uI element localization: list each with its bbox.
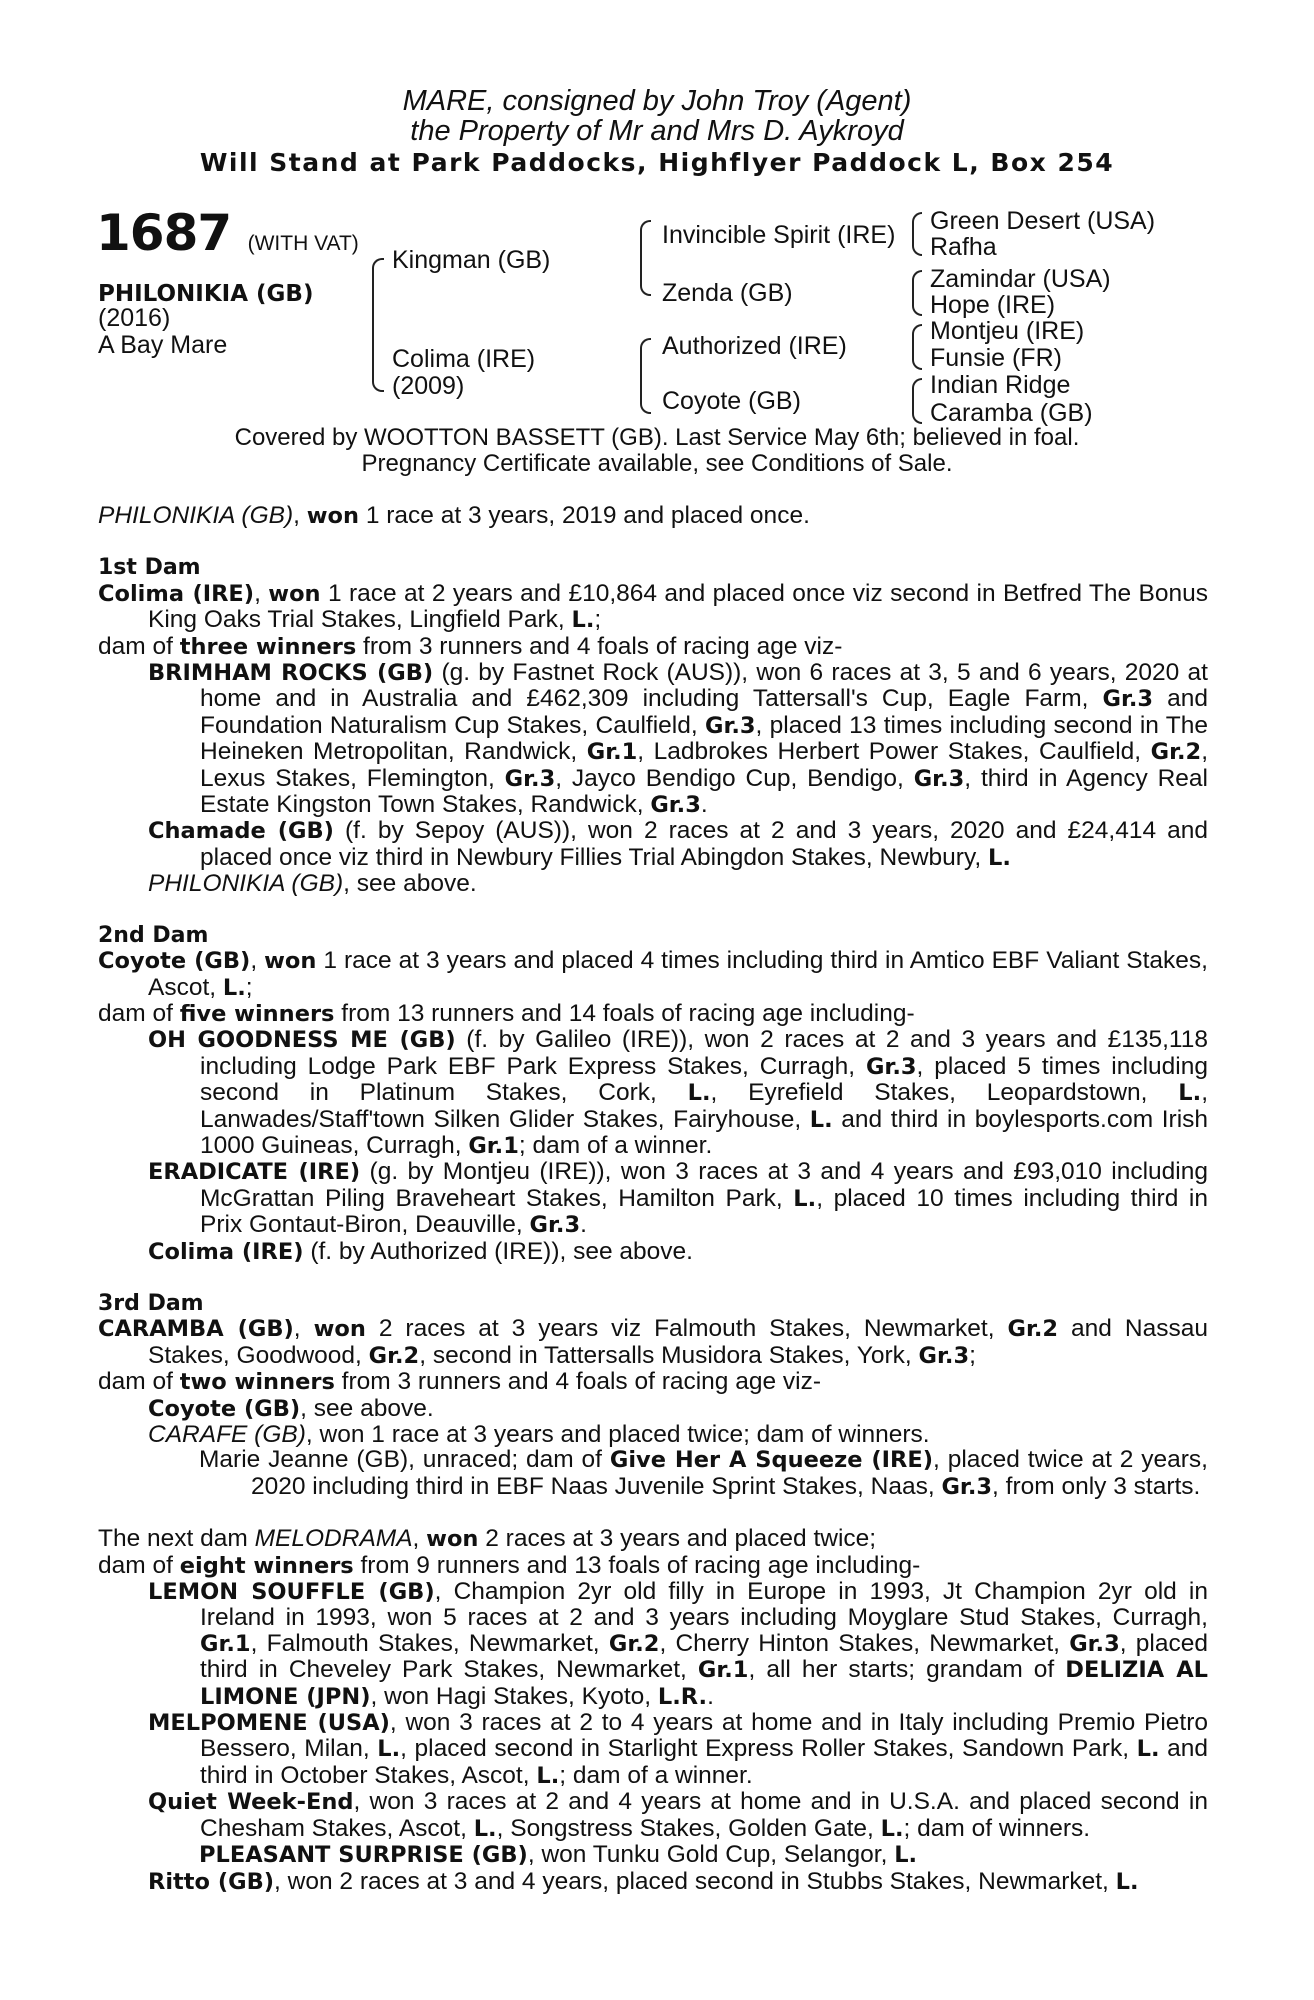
pedigree-sire: Kingman (GB)	[392, 246, 551, 274]
pedigree-dsd: Funsie (FR)	[930, 344, 1062, 372]
second-dam-produce: dam of five winners from 13 runners and 14 foals of racing age including-	[98, 999, 915, 1027]
pedigree-dss: Montjeu (IRE)	[930, 317, 1085, 345]
pregnancy-line: Pregnancy Certificate available, see Conditions of Sale.	[361, 450, 953, 477]
catalogue-body	[98, 503, 1208, 1895]
next-dam-record: The next dam MELODRAMA, won 2 races at 3 years and placed twice;	[98, 1525, 877, 1553]
location-line: Will Stand at Park Paddocks, Highflyer Paddock L, Box 254	[199, 148, 1115, 177]
horse-year: (2016)	[98, 304, 171, 332]
brace-ss	[912, 212, 922, 256]
next-dam-progeny-3: Quiet Week-End, won 3 races at 2 and 4 years at home and in U.S.A. and placed second in Chesham Stakes, Ascot, L., Songstress Stakes, Golden Gate, L.; dam of winners.	[148, 1788, 1208, 1842]
pedigree-sds: Zamindar (USA)	[930, 265, 1111, 293]
horse-name: PHILONIKIA (GB)	[98, 281, 314, 307]
first-dam-progeny-2: Chamade (GB) (f. by Sepoy (AUS)), won 2 races at 2 and 3 years, 2020 and £24,414 and placed once viz third in Newbury Fillies Trial Abingdon Stakes, Newbury, L.	[148, 817, 1208, 871]
pedigree-dam-year: (2009)	[392, 372, 465, 400]
next-dam-progeny-5: Ritto (GB), won 2 races at 3 and 4 years, placed second in Stubbs Stakes, Newmarket, L.	[148, 1867, 1139, 1895]
brace-ds	[912, 324, 922, 370]
first-dam-progeny-1: BRIMHAM ROCKS (GB) (g. by Fastnet Rock (AUS)), won 6 races at 3, 5 and 6 years, 2020 at home and in Australia and £462,309 including Tattersall's Cup, Eagle Farm, Gr.3 and Foundation Naturalism Cup Stakes, Caulfield, Gr.3, placed 13 times including second in The Heineken Metropolitan, Randwick, Gr.1, Ladbrokes Herbert Power Stakes, Caulfield, Gr.2, Lexus Stakes, Flemington, Gr.3, Jayco Bendigo Cup, Bendigo, Gr.3, third in Agency Real Estate Kingston Town Stakes, Randwick, Gr.3.	[148, 659, 1209, 819]
third-dam-progeny-3: Marie Jeanne (GB), unraced; dam of Give Her A Squeeze (IRE), placed twice at 2 years, 2020 including third in EBF Naas Juvenile Sprint Stakes, Naas, Gr.3, from only 3 starts.	[199, 1446, 1208, 1500]
pedigree-sdd: Hope (IRE)	[930, 291, 1056, 319]
pedigree-dam-sire: Authorized (IRE)	[662, 332, 847, 360]
next-dam-progeny-2: MELPOMENE (USA), won 3 races at 2 to 4 years at home and in Italy including Premio Pietro Bessero, Milan, L., placed second in Starlight Express Roller Stakes, Sandown Park, L. and third in October Stakes, Ascot, L.; dam of a winner.	[148, 1709, 1209, 1789]
brace-sd	[912, 270, 922, 316]
pedigree-ddd: Caramba (GB)	[930, 399, 1093, 427]
next-dam-progeny-1: LEMON SOUFFLE (GB), Champion 2yr old filly in Europe in 1993, Jt Champion 2yr old in Ireland in 1993, won 5 races at 2 and 3 years including Moyglare Stud Stakes, Curragh, Gr.1, Falmouth Stakes, Newmarket, Gr.2, Cherry Hinton Stakes, Newmarket, Gr.3, placed third in Cheveley Park Stakes, Newmarket, Gr.1, all her starts; grandam of DELIZIA AL LIMONE (JPN), won Hagi Stakes, Kyoto, L.R..	[148, 1578, 1208, 1710]
pedigree-dds: Indian Ridge	[930, 371, 1071, 399]
vat-label: (WITH VAT)	[247, 232, 359, 255]
lot-number: 1687	[96, 204, 232, 262]
third-dam-produce: dam of two winners from 3 runners and 4 foals of racing age viz-	[98, 1368, 822, 1396]
brace-dd	[912, 378, 922, 424]
covered-line: Covered by WOOTTON BASSETT (GB). Last Service May 6th; believed in foal.	[234, 424, 1080, 451]
first-dam-heading: 1st Dam	[98, 555, 201, 581]
pedigree-ssd: Rafha	[930, 233, 997, 261]
third-dam-progeny-1: Coyote (GB), see above.	[148, 1394, 434, 1422]
pedigree-dam-dam: Coyote (GB)	[662, 387, 801, 415]
third-dam-progeny-2: CARAFE (GB), won 1 race at 3 years and placed twice; dam of winners.	[148, 1421, 930, 1448]
intro-paragraph: PHILONIKIA (GB), won 1 race at 3 years, 2019 and placed once.	[98, 502, 810, 529]
third-dam-heading: 3rd Dam	[98, 1290, 204, 1316]
next-dam-produce: dam of eight winners from 9 runners and 13 foals of racing age including-	[98, 1551, 921, 1579]
sire-dam-brace	[372, 258, 384, 392]
pedigree-sire-dam: Zenda (GB)	[662, 279, 793, 307]
pedigree-dam: Colima (IRE)	[392, 345, 536, 373]
property-line: the Property of Mr and Mrs D. Aykroyd	[410, 115, 904, 147]
dam-parents-brace	[640, 338, 651, 414]
second-dam-progeny-1: OH GOODNESS ME (GB) (f. by Galileo (IRE)), won 2 races at 2 and 3 years and £135,118 including Lodge Park EBF Park Express Stakes, Curragh, Gr.3, placed 5 times including second in Platinum Stakes, Cork, L., Eyrefield Stakes, Leopardstown, L., Lanwades/Staff'town Silken Glider Stakes, Fairyhouse, L. and third in boylesports.com Irish 1000 Guineas, Curragh, Gr.1; dam of a winner.	[148, 1026, 1209, 1159]
second-dam-progeny-3: Colima (IRE) (f. by Authorized (IRE)), see above.	[148, 1237, 693, 1265]
pedigree-sire-sire: Invincible Spirit (IRE)	[662, 221, 896, 249]
first-dam-record: Colima (IRE), won 1 race at 2 years and £10,864 and placed once viz second in Betfred The Bonus King Oaks Trial Stakes, Lingfield Park, L.;	[98, 579, 1208, 634]
consignor-line: MARE, consigned by John Troy (Agent)	[402, 85, 912, 117]
second-dam-heading: 2nd Dam	[98, 922, 209, 948]
horse-description: A Bay Mare	[98, 331, 228, 359]
first-dam-progeny-3: PHILONIKIA (GB), see above.	[148, 870, 477, 898]
first-dam-produce: dam of three winners from 3 runners and 4 foals of racing age viz-	[98, 632, 843, 660]
second-dam-progeny-2: ERADICATE (IRE) (g. by Montjeu (IRE)), won 3 races at 3 and 4 years and £93,010 including McGrattan Piling Braveheart Stakes, Hamilton Park, L., placed 10 times including third in Prix Gontaut-Biron, Deauville, Gr.3.	[148, 1158, 1208, 1239]
pedigree-sss: Green Desert (USA)	[930, 207, 1156, 235]
third-dam-record: CARAMBA (GB), won 2 races at 3 years viz Falmouth Stakes, Newmarket, Gr.2 and Nassau Stakes, Goodwood, Gr.2, second in Tattersalls Musidora Stakes, York, Gr.3;	[98, 1315, 1208, 1369]
lot-number-block	[96, 204, 359, 262]
second-dam-record: Coyote (GB), won 1 race at 3 years and placed 4 times including third in Amtico EBF Valiant Stakes, Ascot, L.;	[98, 947, 1208, 1001]
sire-parents-brace	[640, 220, 651, 296]
next-dam-progeny-4: PLEASANT SURPRISE (GB), won Tunku Gold Cup, Selangor, L.	[199, 1841, 918, 1869]
